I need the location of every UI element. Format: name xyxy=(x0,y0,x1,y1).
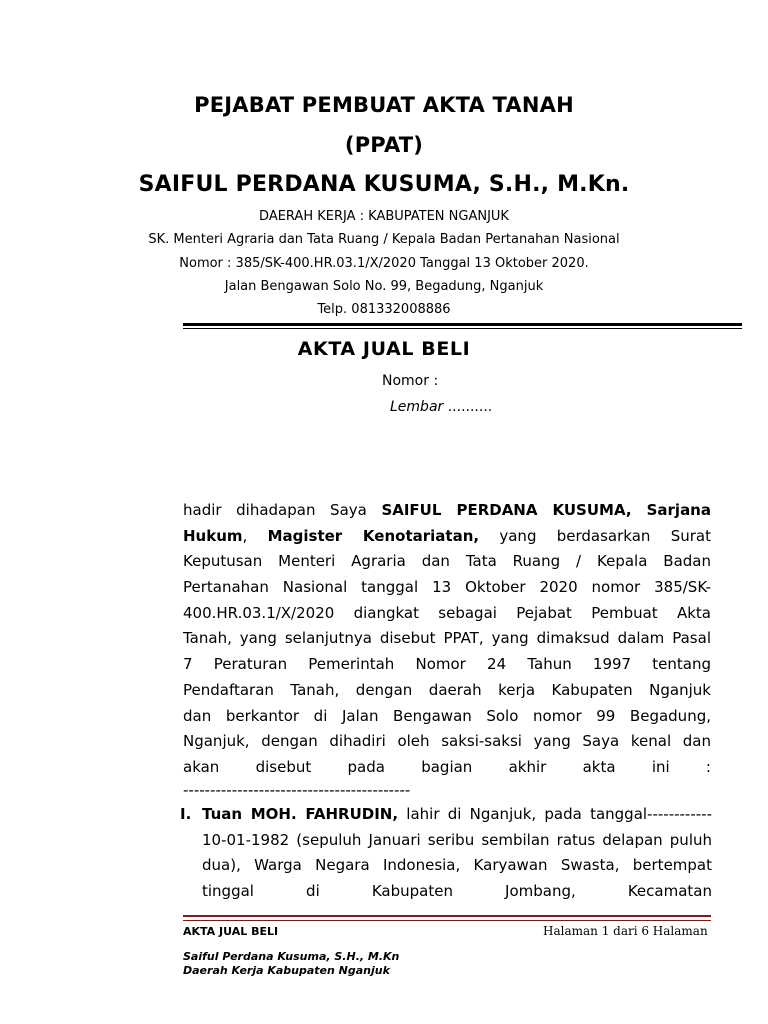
body-line: Pendaftaran Tanah, dengan daerah kerja Kabupaten Nganjuk xyxy=(183,680,711,699)
body-bold-text: SAIFUL PERDANA KUSUMA, Sarjana xyxy=(381,501,711,519)
sheet-dots: .......... xyxy=(443,399,493,415)
footer-divider-thin xyxy=(183,920,711,921)
header-decree: SK. Menteri Agraria dan Tata Ruang / Kepala Badan Pertanahan Nasional xyxy=(148,232,620,247)
document-sheet-label xyxy=(390,399,492,415)
body-text: yang berdasarkan Surat xyxy=(479,526,711,545)
body-line: Tanah, yang selanjutnya disebut PPAT, yang dimaksud dalam Pasal xyxy=(183,629,711,648)
party-number: I. xyxy=(180,805,192,823)
header-work-area: DAERAH KERJA : KABUPATEN NGANJUK xyxy=(259,209,509,224)
header-title: PEJABAT PEMBUAT AKTA TANAH xyxy=(194,93,574,117)
body-text: hadir dihadapan Saya xyxy=(183,501,382,519)
party-line xyxy=(202,802,712,828)
header-divider-thin xyxy=(183,328,742,329)
footer-signature xyxy=(183,950,399,978)
body-line: dan berkantor di Jalan Bengawan Solo nomor 99 Begadung, xyxy=(183,706,711,725)
party-text: lahir di Nganjuk, pada tanggal------------ xyxy=(398,805,712,823)
party-name: Tuan MOH. FAHRUDIN, xyxy=(202,805,399,823)
body-dashes: ------------------------------------------ xyxy=(183,780,411,799)
body-line: akan disebut pada bagian akhir akta ini : xyxy=(183,757,711,776)
body-line: 7 Peraturan Pemerintah Nomor 24 Tahun 1997 tentang xyxy=(183,655,711,674)
document-title: AKTA JUAL BELI xyxy=(297,338,471,360)
body-line: Nganjuk, dengan dihadiri oleh saksi-saksi yang Saya kenal dan xyxy=(183,732,711,751)
body-text: , xyxy=(242,526,268,545)
header-address: Jalan Bengawan Solo No. 99, Begadung, Nganjuk xyxy=(224,279,544,294)
header-subtitle: (PPAT) xyxy=(344,133,424,157)
party-line: tinggal di Kabupaten Jombang, Kecamatan xyxy=(202,882,712,901)
body-line: 400.HR.03.1/X/2020 diangkat sebagai Pejabat Pembuat Akta xyxy=(183,603,711,622)
footer-document-title: AKTA JUAL BELI xyxy=(183,925,279,938)
header-name: SAIFUL PERDANA KUSUMA, S.H., M.Kn. xyxy=(138,172,630,197)
party-item xyxy=(202,802,712,905)
party-line: 10-01-1982 (sepuluh Januari seribu sembilan ratus delapan puluh xyxy=(202,830,712,849)
footer-divider xyxy=(183,915,711,917)
footer-signature-name: Saiful Perdana Kusuma, S.H., M.Kn xyxy=(183,950,400,963)
body-line: Pertanahan Nasional tanggal 13 Oktober 2020 nomor 385/SK- xyxy=(183,578,711,597)
body-line xyxy=(183,524,711,550)
footer-signature-area: Daerah Kerja Kabupaten Nganjuk xyxy=(183,964,390,977)
document-number-label: Nomor : xyxy=(382,373,439,389)
body-bold-text: Hukum xyxy=(183,526,243,545)
footer-page-number: Halaman 1 dari 6 Halaman xyxy=(543,924,708,938)
body-paragraph xyxy=(183,498,711,799)
header-phone: Telp. 081332008886 xyxy=(317,302,451,317)
sheet-label-text: Lembar xyxy=(390,399,444,415)
header-decree-number: Nomor : 385/SK-400.HR.03.1/X/2020 Tanggal 13 Oktober 2020. xyxy=(179,256,589,271)
body-line: Keputusan Menteri Agraria dan Tata Ruang / Kepala Badan xyxy=(183,552,711,571)
body-line xyxy=(183,498,711,524)
party-line: dua), Warga Negara Indonesia, Karyawan Swasta, bertempat xyxy=(202,856,712,875)
header-divider xyxy=(183,323,742,326)
body-bold-text: Magister Kenotariatan, xyxy=(267,526,480,545)
